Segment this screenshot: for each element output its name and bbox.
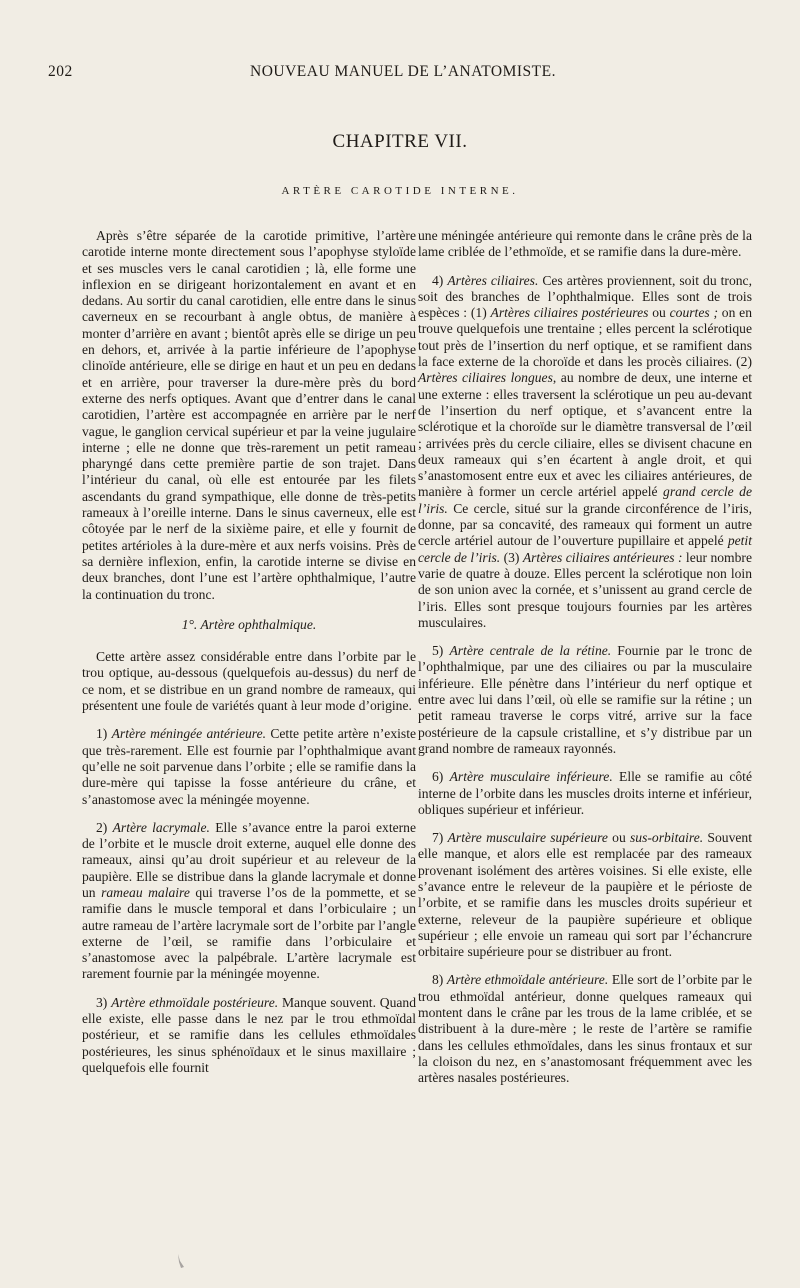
ink-smudge-mark: [176, 1253, 186, 1269]
chapter-title: CHAPITRE VII.: [332, 131, 468, 152]
paragraph-centrale-retine: [418, 643, 752, 757]
item-title: Artères ciliaires.: [447, 272, 539, 288]
item-number: 4): [432, 272, 444, 288]
item-number: 1): [96, 726, 108, 742]
item-number: 7): [432, 830, 444, 846]
item-title: Artère lacrymale.: [112, 819, 210, 835]
item-number: 8): [432, 972, 444, 988]
running-title: NOUVEAU MANUEL DE L’ANATOMISTE.: [250, 63, 556, 80]
item-text: Souvent elle manque, et alors elle est remplacée par des rameaux provenant isolément des artères voisines. Si elle existe, elle s’avance entre le releveur de la paupière et le périoste de l’orbite, et se ramifie dans les muscles droits supérieur et externe, releveur de la paupière supérieure et oblique supérieur ; elle envoie un rameau qui sort par l’échancrure orbitaire supérieure pour se distribuer au front.: [418, 830, 752, 960]
item-text: Elle sort de l’orbite par le trou ethmoïdal antérieur, donne quelques rameaux qui montent dans le crâne par les trous de la lame criblée, et se distribuent à la dure-mère ; le reste de l’artère se ramifie dans les cellules ethmoïdales, dans les sinus frontaux et sur la cloison du nez, en s’anastomosant fréquemment avec les artères nasales postérieures.: [418, 972, 752, 1086]
item-number: 5): [432, 643, 444, 659]
paragraph-ophthalmique: Cette artère assez considérable entre dans l’orbite par le trou optique, au-dessous (quelquefois au-dessus) du nerf de ce nom, et se distribue en un grand nombre de rameaux, qui présentent une foule de variétés quant à leur mode d’origine.: [82, 649, 416, 714]
item-text: leur nombre varie de quatre à douze. Elles percent la sclérotique non loin de son union avec la cornée, et s’unissent au grand cercle de l’iris. Elles sont presque toujours fournies par les artères musculaires.: [418, 549, 752, 630]
left-column: [82, 228, 416, 1076]
paragraph-lacrymale: [82, 820, 416, 983]
item-text: ou: [607, 830, 631, 846]
right-column: [418, 228, 752, 1087]
item-italic: grand cercle de l’iris.: [418, 484, 752, 516]
item-text: Fournie par le tronc de l’ophthalmique, par une des ciliaires ou par la musculaire inférieure. Elle pénètre dans l’intérieur du nerf optique et entre avec lui dans l’œil, où elle se ramifie sur la rétine ; un petit rameau traverse le corps vitré, arrive sur la face postérieure de la capsule cristalline, et s’y distribue par un grand nombre de rameaux rayonnés.: [418, 643, 752, 756]
item-number: 3): [96, 994, 108, 1010]
item-italic: Artères ciliaires postérieures: [490, 305, 649, 321]
paragraph-musculaire-inferieure: [418, 769, 752, 818]
item-text: Ce cercle, situé sur la grande circonférence de l’iris, donne, par sa concavité, des rameaux qui forment un autre cercle artériel autour de l’ouverture pupillaire et appelé: [418, 500, 752, 549]
item-title: Artère ethmoïdale postérieure.: [111, 994, 279, 1010]
item-italic: rameau malaire: [101, 884, 190, 900]
item-title: Artère musculaire supérieure: [447, 830, 608, 846]
paragraph-meningee: [82, 726, 416, 807]
paragraph-ethmoidale-anterieure: [418, 972, 752, 1086]
item-number: 6): [432, 769, 444, 785]
item-text: Elle s’avance entre la paroi externe de l’orbite et le muscle droit externe, auquel elle donne des rameaux, ainsi qu’au droit supérieur et au releveur de la paupière. Elle se distribue dans la glande lacrymale et donne un: [82, 819, 416, 900]
item-title: Artère centrale de la rétine.: [449, 643, 612, 659]
item-italic: courtes ;: [669, 305, 718, 321]
item-text: Ces artères proviennent, soit du tronc, soit des branches de l’ophthalmique. Elles sont de trois espèces : (1): [418, 272, 752, 321]
running-head: [48, 63, 758, 85]
paragraph-continuation: une méningée antérieure qui remonte dans le crâne près de la lame criblée de l’ethmoïde, et se ramifie dans la dure-mère.: [418, 228, 752, 260]
item-title: Artère méningée antérieure.: [111, 726, 267, 742]
item-text: , au nombre de deux, une interne et une externe : elles traversent la sclérotique un peu au-devant de l’insertion du nerf optique, et s’avancent entre la sclérotique et la choroïde sur le diamètre transversal de l’œil ; arrivées près du cercle ciliaire, elles se divisent chacune en deux rameaux qui s’en écartent à angle droit, et qui s’anastomosent entre eux et avec les ciliaires antérieures, de manière à former un cercle artériel appelé: [418, 370, 753, 500]
item-italic: petit cercle de l’iris.: [418, 533, 752, 565]
page-number: 202: [48, 63, 73, 80]
item-number: 2): [96, 819, 108, 835]
item-italic: Artères ciliaires longues: [418, 370, 553, 386]
paragraph-ciliaires: [418, 273, 752, 632]
item-title: Artère musculaire inférieure.: [449, 769, 613, 785]
paragraph-intro: Après s’être séparée de la carotide primitive, l’artère carotide interne monte directement sous l’apophyse styloïde et ses muscles vers le canal carotidien ; là, elle forme une inflexion en se dirigeant horizontalement en avant et en dedans. Au sortir du canal carotidien, elle entre dans le sinus caverneux en se recourbant à angle obtus, de manière à monter d’arrière en avant ; bientôt après elle se dirige un peu en dehors, et, arrivée à la partie inférieure de l’apophyse clinoïde antérieure, elle se dirige en haut et un peu en dedans et en arrière, pour traverser la dure-mère près du bord externe des nerfs optiques. Avant que d’entrer dans le canal carotidien, l’artère est accompagnée en arrière par le nerf vague, le ganglion cervical supérieur et par la veine jugulaire interne ; elle ne donne que très-rarement un petit rameau pharyngé dans cette première partie de son trajet. Dans l’intérieur du canal, où elle est entourée par les filets ascendants du grand sympathique, elle donne de très-petits rameaux à l’oreille interne. Dans le sinus caverneux, elle est côtoyée par le nerf de la sixième paire, et elle y fournit de petites artérioles à la dure-mère et aux nerfs voisins. Près de sa dernière inflexion, enfin, la carotide interne se divise en deux branches, dont l’une est l’artère ophthalmique, l’autre la continuation du tronc.: [82, 228, 416, 602]
item-text: on en trouve quelquefois une trentaine ; elles percent la sclérotique tout près de l’insertion du nerf optique, et se ramifient dans la face externe de la choroïde et dans les procès ciliaires. (2): [418, 305, 753, 370]
paragraph-musculaire-superieure: [418, 830, 752, 960]
item-title: sus-orbitaire.: [630, 830, 704, 846]
paragraph-ethmoidale-posterieure: [82, 995, 416, 1076]
item-text: Cette petite artère n’existe que très-rarement. Elle est fournie par l’ophthalmique avant qu’elle ne soit parvenue dans l’orbite ; elle se ramifie dans la dure-mère qui tapisse la fosse antérieure du crâne, et s’anastomose avec la méningée moyenne.: [82, 726, 417, 807]
item-text: Elle se ramifie au côté interne de l’orbite dans les muscles droits interne et inférieur, obliques supérieur et inférieur.: [418, 769, 752, 817]
item-text: (3): [500, 549, 523, 565]
item-italic: Artères ciliaires antérieures :: [522, 549, 683, 565]
section-title: ARTÈRE CAROTIDE INTERNE.: [281, 185, 519, 197]
subheading-ophthalmique: 1°. Artère ophthalmique.: [181, 616, 317, 632]
item-text: Manque souvent. Quand elle existe, elle passe dans le nez par le trou ethmoïdal postérieur, et se ramifie dans les cellules ethmoïdales postérieures, les sinus sphénoïdaux et le sinus maxillaire ; quelquefois elle fournit: [82, 994, 417, 1075]
item-text: qui traverse l’os de la pommette, et se ramifie dans le muscle temporal et dans l’orbiculaire ; un autre rameau de l’artère lacrymale sort de l’orbite par l’angle externe de l’œil, se ramifie dans l’orbiculaire et s’anastomose avec la palpébrale. L’artère lacrymale est rarement fournie par la méningée moyenne.: [82, 884, 416, 982]
item-text: ou: [648, 305, 670, 321]
item-title: Artère ethmoïdale antérieure.: [446, 972, 609, 988]
